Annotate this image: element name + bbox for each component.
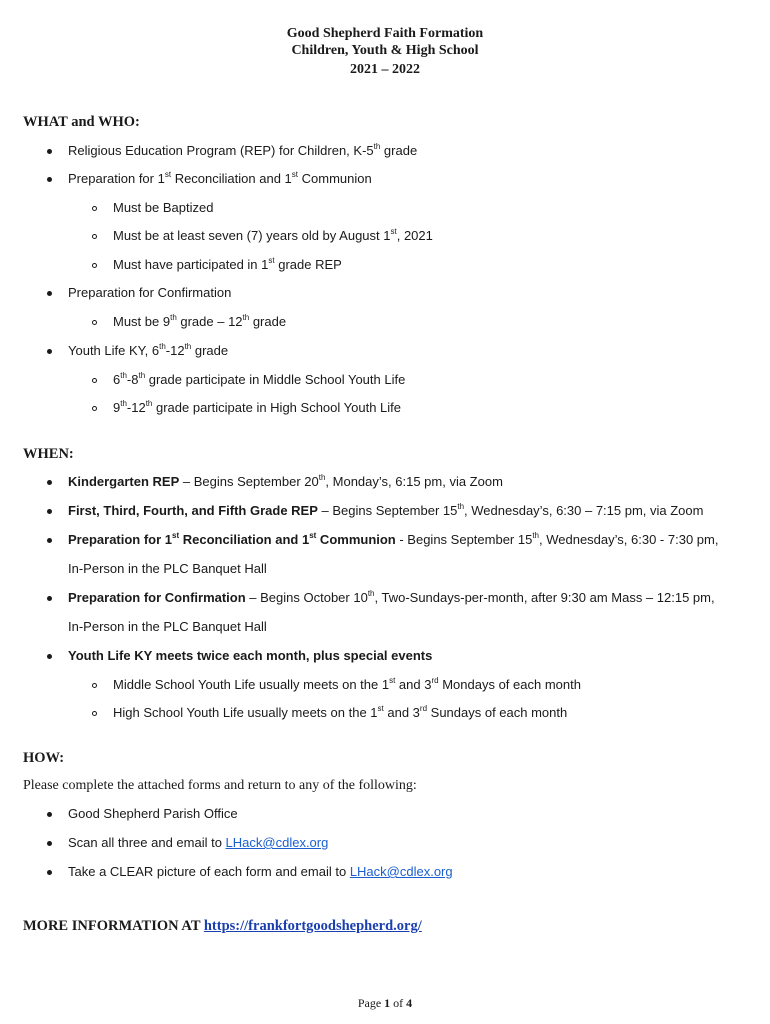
bullet-icon [47, 149, 52, 154]
sub-bullet-icon [92, 206, 97, 211]
sub-bullet-icon [92, 378, 97, 383]
what-who-heading: WHAT and WHO: [23, 114, 140, 130]
email-link[interactable]: LHack@cdlex.org [349, 864, 453, 879]
more-information-line: MORE INFORMATION AT https://frankfortgoodshepherd.org/ [23, 918, 422, 934]
when-item-reconciliation: Preparation for 1st Reconciliation and 1st Communion - Begins September 15th, Wednesday’s, 6:30 - 7:30 pm, [68, 530, 719, 547]
how-heading: HOW: [23, 750, 65, 766]
when-item-grade-rep: First, Third, Fourth, and Fifth Grade REP – Begins September 15th, Wednesday’s, 6:30 – 7:15 pm, via Zoom [68, 501, 704, 518]
website-link[interactable]: https://frankfortgoodshepherd.org/ [203, 918, 422, 934]
what-subitem-age: Must be at least seven (7) years old by August 1st, 2021 [113, 226, 433, 243]
email-link[interactable]: LHack@cdlex.org [225, 835, 329, 850]
when-subitem-high-school: High School Youth Life usually meets on the 1st and 3rd Sundays of each month [113, 703, 568, 720]
what-subitem-confirmation-grade: Must be 9th grade – 12th grade [113, 312, 287, 329]
bullet-icon [47, 480, 52, 485]
sub-bullet-icon [92, 711, 97, 716]
when-item-reconciliation-location: In-Person in the PLC Banquet Hall [68, 561, 267, 576]
bullet-icon [47, 654, 52, 659]
bullet-icon [47, 177, 52, 182]
what-subitem-high-school: 9th-12th grade participate in High School Youth Life [113, 398, 401, 415]
when-item-confirmation-location: In-Person in the PLC Banquet Hall [68, 619, 267, 634]
bullet-icon [47, 596, 52, 601]
document-title-line-2: Children, Youth & High School [291, 43, 479, 58]
sub-bullet-icon [92, 234, 97, 239]
bullet-icon [47, 841, 52, 846]
bullet-icon [47, 538, 52, 543]
how-item-scan-email: Scan all three and email to LHack@cdlex.org [68, 835, 329, 850]
bullet-icon [47, 870, 52, 875]
bullet-icon [47, 509, 52, 514]
when-item-kindergarten: Kindergarten REP – Begins September 20th, Monday’s, 6:15 pm, via Zoom [68, 472, 503, 489]
when-item-confirmation: Preparation for Confirmation – Begins October 10th, Two-Sundays-per-month, after 9:30 am Mass – 12:15 pm, [68, 588, 715, 605]
bullet-icon [47, 812, 52, 817]
page-number: Page 1 of 4 [357, 996, 413, 1010]
how-item-picture-email: Take a CLEAR picture of each form and email to LHack@cdlex.org [68, 864, 453, 879]
when-heading: WHEN: [23, 446, 74, 462]
document-title-year: 2021 – 2022 [350, 62, 420, 77]
what-subitem-middle-school: 6th-8th grade participate in Middle School Youth Life [113, 370, 406, 387]
what-item-youth-life: Youth Life KY, 6th-12th grade [68, 341, 229, 358]
sub-bullet-icon [92, 683, 97, 688]
bullet-icon [47, 349, 52, 354]
what-subitem-baptized: Must be Baptized [113, 200, 214, 215]
how-intro: Please complete the attached forms and return to any of the following: [23, 778, 417, 793]
what-item-rep: Religious Education Program (REP) for Children, K-5th grade [68, 141, 418, 158]
sub-bullet-icon [92, 406, 97, 411]
bullet-icon [47, 291, 52, 296]
when-subitem-middle-school: Middle School Youth Life usually meets on the 1st and 3rd Mondays of each month [113, 675, 581, 692]
what-item-confirmation: Preparation for Confirmation [68, 285, 232, 300]
sub-bullet-icon [92, 320, 97, 325]
when-item-youth-life: Youth Life KY meets twice each month, plus special events [68, 648, 433, 663]
what-subitem-first-grade: Must have participated in 1st grade REP [113, 255, 342, 272]
what-item-reconciliation: Preparation for 1st Reconciliation and 1st Communion [68, 169, 372, 186]
how-item-parish-office: Good Shepherd Parish Office [68, 806, 238, 821]
sub-bullet-icon [92, 263, 97, 268]
document-title-line-1: Good Shepherd Faith Formation [286, 26, 484, 41]
